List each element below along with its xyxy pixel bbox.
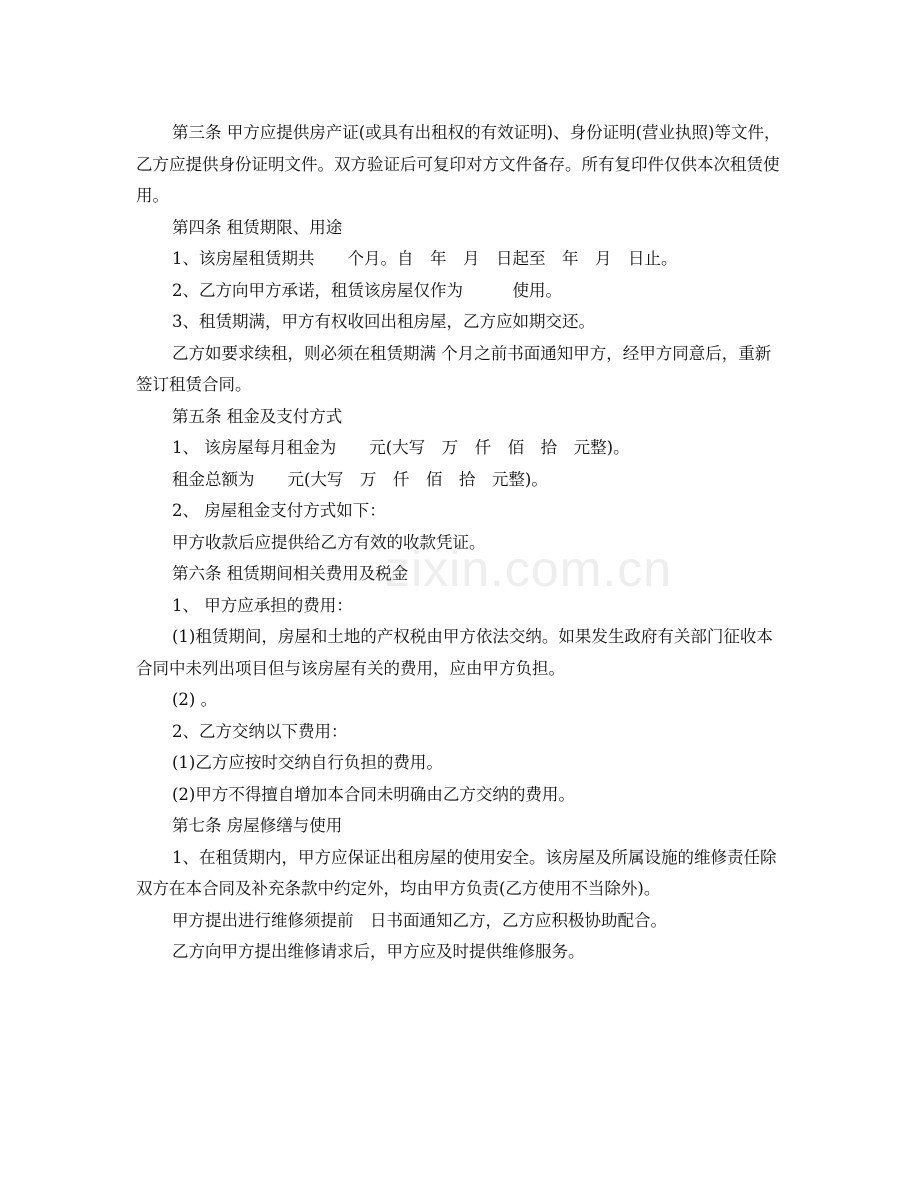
paragraph-lease-use: 2、乙方向甲方承诺，租赁该房屋仅作为 使用。 [172, 280, 562, 300]
paragraph-receipt: 甲方收款后应提供给乙方有效的收款凭证。 [172, 532, 486, 552]
paragraph-repair-safety: 1、在租赁期内，甲方应保证出租房屋的使用安全。该房屋及所属设施的维修责任除双方在本合同及补充条款中约定外，均由甲方负责(乙方使用不当除外)。 [136, 847, 777, 898]
paragraph-repair-service: 乙方向甲方提出维修请求后，甲方应及时提供维修服务。 [172, 942, 585, 961]
paragraph-party-a-fee-1: (1)租赁期间，房屋和土地的产权税由甲方依法交纳。如果发生政府有关部门征收本合同中未列出项目但与该房屋有关的费用，应由甲方负担。 [136, 627, 773, 678]
paragraph-party-a-fee-2: (2) 。 [172, 690, 218, 709]
paragraph-lease-renewal: 乙方如要求续租，则必须在租赁期满 个月之前书面通知甲方，经甲方同意后，重新签订租赁合同。 [136, 343, 772, 394]
paragraph-party-b-fees: 2、乙方交纳以下费用： [172, 721, 348, 741]
paragraph-payment-method: 2、 房屋租金支付方式如下： [172, 501, 386, 520]
heading-article-6: 第六条 租赁期间相关费用及税金 [172, 564, 409, 583]
paragraph-party-b-fee-2: (2)甲方不得擅自增加本合同未明确由乙方交纳的费用。 [172, 784, 575, 804]
paragraph-lease-term: 1、该房屋租赁期共 个月。自 年 月 日起至 年 月 日止。 [172, 249, 678, 268]
paragraph-party-b-fee-1: (1)乙方应按时交纳自行负担的费用。 [172, 753, 443, 772]
paragraph-total-rent: 租金总额为 元(大写 万 仟 佰 拾 元整)。 [172, 469, 548, 489]
paragraph-monthly-rent: 1、 该房屋每月租金为 元(大写 万 仟 佰 拾 元整)。 [172, 438, 630, 457]
paragraph-article-3: 第三条 甲方应提供房产证(或具有出租权的有效证明)、身份证明(营业执照)等文件，乙方应提供身份证明文件。双方验证后可复印对方文件备存。所有复印件仅供本次租赁使用。 [136, 123, 781, 205]
heading-article-5: 第五条 租金及支付方式 [172, 406, 343, 426]
paragraph-repair-notice: 甲方提出进行维修须提前 日书面通知乙方，乙方应积极协助配合。 [172, 910, 667, 930]
heading-article-4: 第四条 租赁期限、用途 [172, 217, 343, 237]
paragraph-party-a-fees: 1、 甲方应承担的费用： [172, 595, 353, 615]
heading-article-7: 第七条 房屋修缮与使用 [172, 816, 343, 835]
paragraph-lease-expiry: 3、租赁期满，甲方有权收回出租房屋，乙方应如期交还。 [172, 312, 595, 331]
watermark-text: zixin.com.cn [385, 541, 673, 597]
